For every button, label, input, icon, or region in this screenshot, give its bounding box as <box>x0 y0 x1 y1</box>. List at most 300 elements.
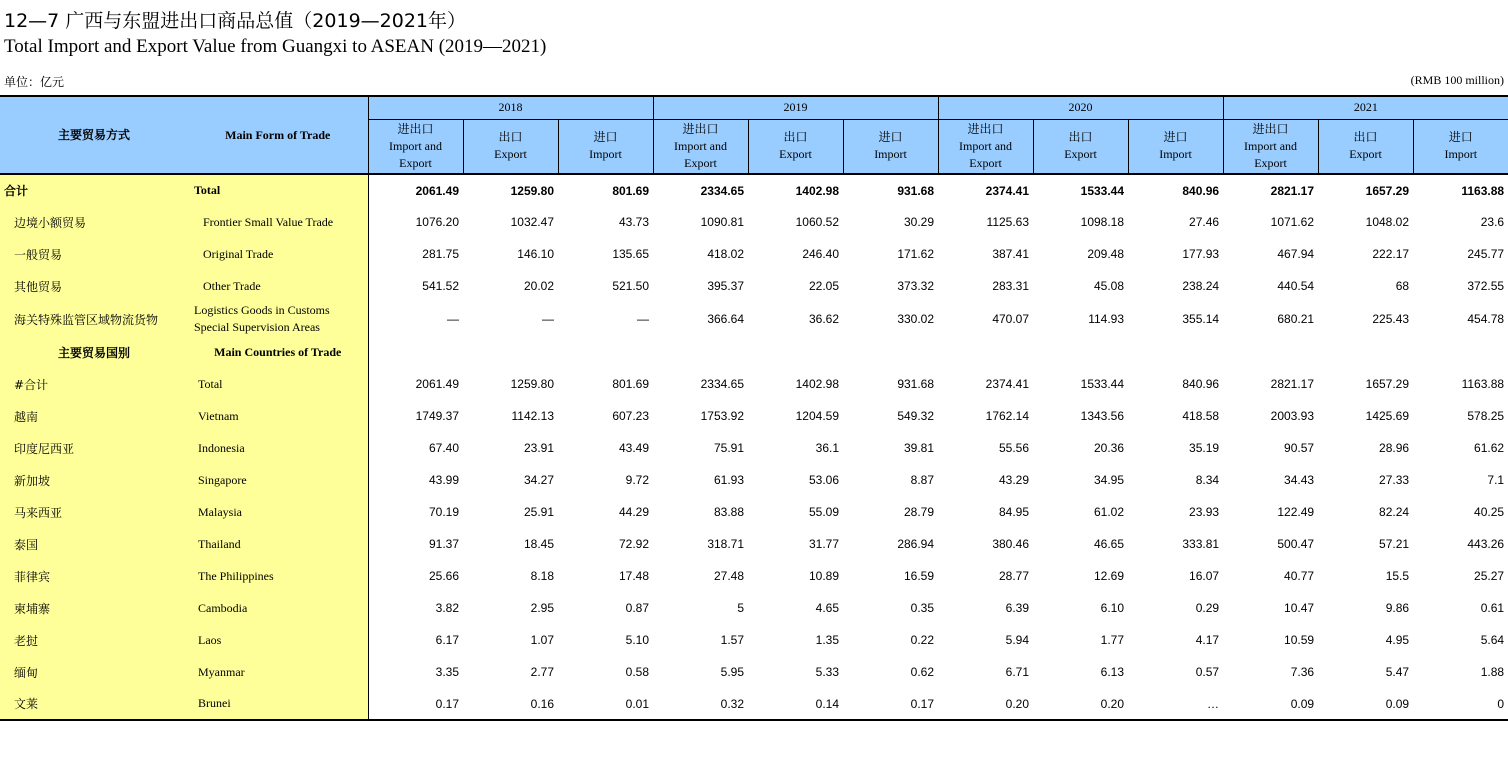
value-cell: 1142.13 <box>511 409 554 423</box>
value-cell: 8.34 <box>1195 473 1220 487</box>
value-cell: 70.19 <box>428 505 459 519</box>
subheader-import-and-export-2021 <box>1223 119 1318 174</box>
value-cell: 1.88 <box>1480 665 1505 679</box>
value-cell: 122.49 <box>1277 505 1315 519</box>
table-row <box>0 656 1508 688</box>
value-cell: — <box>542 312 554 326</box>
value-cell: 1425.69 <box>1365 409 1410 423</box>
value-cell: 373.32 <box>897 279 935 293</box>
value-cell: 90.57 <box>1284 441 1315 455</box>
table-row <box>0 624 1508 656</box>
value-cell: 91.37 <box>428 537 459 551</box>
value-cell: 5 <box>737 601 745 615</box>
row-label-en: Brunei <box>188 688 368 720</box>
trade-table <box>0 95 1508 721</box>
value-cell: 12.69 <box>1094 569 1125 583</box>
value-cell: 1125.63 <box>986 215 1030 229</box>
value-cell: 83.88 <box>713 505 745 519</box>
table-row <box>0 302 1508 336</box>
value-cell: 57.21 <box>1379 537 1410 551</box>
value-cell: 1749.37 <box>415 409 459 423</box>
subheader-label-cn: 出口 <box>1353 130 1378 145</box>
value-cell: 500.47 <box>1277 537 1315 551</box>
value-cell: 6.71 <box>1005 665 1030 679</box>
value-cell: 7.36 <box>1290 665 1315 679</box>
value-cell: 1533.44 <box>1080 377 1125 391</box>
value-cell: 440.54 <box>1277 279 1315 293</box>
value-cell: 521.50 <box>612 279 650 293</box>
row-label-cn: 菲律宾 <box>0 560 188 592</box>
subheader-label-cn: 出口 <box>783 130 808 145</box>
value-cell: 1657.29 <box>1365 183 1410 198</box>
value-cell: 2374.41 <box>985 183 1030 198</box>
value-cell: 25.66 <box>428 569 459 583</box>
value-cell: 0.09 <box>1318 688 1413 720</box>
value-cell: 82.24 <box>1379 505 1410 519</box>
subheader-label-en: Import and Export <box>959 138 1013 170</box>
row-label-cn: 印度尼西亚 <box>0 432 188 464</box>
subheader-label-en: Import <box>1159 147 1192 162</box>
page-title-cn: 12—7 广西与东盟进出口商品总值（2019—2021年） <box>4 10 467 32</box>
value-cell <box>558 336 653 368</box>
value-cell: 5.47 <box>1385 665 1410 679</box>
row-label-en: Original Trade <box>188 238 368 270</box>
value-cell <box>1128 336 1223 368</box>
value-cell: 40.25 <box>1474 505 1505 519</box>
row-label-cn: 边境小额贸易 <box>0 206 188 238</box>
subheader-import-2018 <box>558 119 653 174</box>
value-cell: 0.29 <box>1195 601 1220 615</box>
value-cell: 44.29 <box>618 505 650 519</box>
row-label-en: Other Trade <box>188 270 368 302</box>
table-row <box>0 368 1508 400</box>
value-cell: 372.55 <box>1467 279 1505 293</box>
value-cell: 2334.65 <box>700 377 745 391</box>
value-cell <box>1413 336 1508 368</box>
value-cell: 28.96 <box>1379 441 1410 455</box>
value-cell: 0.62 <box>910 665 935 679</box>
row-label-cn: #合计 <box>0 368 188 400</box>
value-cell: 1048.02 <box>1365 215 1410 229</box>
value-cell: 23.91 <box>523 441 554 455</box>
table-header <box>0 96 1508 174</box>
table-row <box>0 206 1508 238</box>
value-cell: 39.81 <box>904 441 935 455</box>
row-label-cn: 其他贸易 <box>0 270 188 302</box>
value-cell: 1402.98 <box>795 377 840 391</box>
value-cell: 30.29 <box>904 215 935 229</box>
value-cell: 17.48 <box>618 569 650 583</box>
value-cell: 0.20 <box>938 688 1033 720</box>
value-cell: 34.27 <box>523 473 554 487</box>
value-cell: 607.23 <box>612 409 650 423</box>
value-cell: 1762.14 <box>985 409 1030 423</box>
subheader-label-en: Import and Export <box>674 138 728 170</box>
value-cell: 53.06 <box>808 473 840 487</box>
value-cell: 0.01 <box>558 688 653 720</box>
row-label-en: Total <box>188 174 368 206</box>
value-cell: 23.6 <box>1480 215 1505 229</box>
row-label-en: Main Countries of Trade <box>188 336 368 368</box>
subheader-label-cn: 进出口 <box>397 121 434 136</box>
value-cell: 55.09 <box>808 505 840 519</box>
value-cell: 68 <box>1395 279 1410 293</box>
value-cell: 1071.62 <box>1270 215 1315 229</box>
value-cell: 28.77 <box>999 569 1030 583</box>
subheader-import-and-export-2020 <box>938 119 1033 174</box>
value-cell: 1259.80 <box>510 377 554 391</box>
header-trade-form-cn: 主要贸易方式 <box>0 96 188 174</box>
value-cell: 1402.98 <box>795 183 840 198</box>
value-cell: 10.47 <box>1284 601 1315 615</box>
value-cell: 8.87 <box>910 473 935 487</box>
subheader-label-cn: 出口 <box>498 130 523 145</box>
header-year-2021: 2021 <box>1223 96 1508 119</box>
value-cell: 222.17 <box>1372 247 1410 261</box>
value-cell: 801.69 <box>612 377 650 391</box>
value-cell: 177.93 <box>1182 247 1220 261</box>
row-label-cn: 越南 <box>0 400 188 432</box>
header-year-2020: 2020 <box>938 96 1223 119</box>
value-cell: 286.94 <box>897 537 935 551</box>
subheader-label-en: Import and Export <box>389 138 442 170</box>
value-cell: 34.95 <box>1094 473 1125 487</box>
subheader-label-en: Export <box>494 147 527 162</box>
value-cell: 1032.47 <box>510 215 554 229</box>
value-cell: 238.24 <box>1182 279 1220 293</box>
row-label-en: Thailand <box>188 528 368 560</box>
value-cell: 43.29 <box>999 473 1030 487</box>
table-row <box>0 238 1508 270</box>
value-cell: 0.22 <box>910 633 935 647</box>
value-cell: 40.77 <box>1284 569 1315 583</box>
value-cell: 61.93 <box>713 473 745 487</box>
subheader-label-en: Export <box>1349 147 1382 162</box>
value-cell: 1076.20 <box>415 215 459 229</box>
value-cell: 395.37 <box>707 279 745 293</box>
value-cell: 61.02 <box>1094 505 1125 519</box>
value-cell: 20.36 <box>1094 441 1125 455</box>
value-cell: 28.79 <box>904 505 935 519</box>
value-cell: 1090.81 <box>700 215 745 229</box>
subheader-label-cn: 进出口 <box>967 121 1004 136</box>
header-year-2019: 2019 <box>653 96 938 119</box>
row-label-en: Singapore <box>188 464 368 496</box>
subheader-label-en: Import <box>1444 147 1478 162</box>
value-cell: 72.92 <box>618 537 650 551</box>
value-cell: 333.81 <box>1182 537 1220 551</box>
table-row <box>0 464 1508 496</box>
value-cell: 10.59 <box>1284 633 1315 647</box>
value-cell: 36.1 <box>815 441 840 455</box>
value-cell: 330.02 <box>897 312 935 326</box>
row-label-en: Malaysia <box>188 496 368 528</box>
value-cell: 4.65 <box>815 601 840 615</box>
value-cell: 2334.65 <box>700 183 745 198</box>
value-cell <box>843 336 938 368</box>
row-label-en <box>188 302 368 336</box>
value-cell: 2821.17 <box>1270 377 1315 391</box>
value-cell: 0.87 <box>625 601 650 615</box>
subheader-export-2019 <box>748 119 843 174</box>
row-label-en: Cambodia <box>188 592 368 624</box>
value-cell: 1.77 <box>1100 633 1125 647</box>
value-cell: 2.77 <box>530 665 554 679</box>
row-label-en-text: Logistics Goods in Customs Special Supervision Areas <box>194 303 330 334</box>
value-cell: 245.77 <box>1467 247 1505 261</box>
subheader-label-en: Import and Export <box>1244 138 1298 170</box>
value-cell: 22.05 <box>808 279 840 293</box>
value-cell: 3.82 <box>435 601 459 615</box>
value-cell: 931.68 <box>897 377 935 391</box>
value-cell <box>938 336 1033 368</box>
value-cell: 35.19 <box>1189 441 1220 455</box>
subheader-export-2018 <box>463 119 558 174</box>
subheader-export-2020 <box>1033 119 1128 174</box>
subheader-label-cn: 进口 <box>878 130 903 145</box>
value-cell: 146.10 <box>517 247 554 261</box>
value-cell <box>368 336 463 368</box>
value-cell: 6.17 <box>435 633 459 647</box>
value-cell: 541.52 <box>422 279 459 293</box>
value-cell: 1.07 <box>530 633 554 647</box>
value-cell: — <box>637 312 650 326</box>
value-cell: 25.91 <box>523 505 554 519</box>
row-label-cn: 柬埔寨 <box>0 592 188 624</box>
value-cell: 45.08 <box>1094 279 1125 293</box>
row-label-en: Myanmar <box>188 656 368 688</box>
value-cell: 1163.88 <box>1461 377 1505 391</box>
subheader-import-2021 <box>1413 119 1508 174</box>
table-row <box>0 270 1508 302</box>
header-trade-form-en: Main Form of Trade <box>188 96 368 174</box>
value-cell: 578.25 <box>1467 409 1505 423</box>
table-row <box>0 174 1508 206</box>
value-cell: … <box>1128 688 1223 720</box>
value-cell: 3.35 <box>435 665 459 679</box>
value-cell <box>1223 336 1318 368</box>
value-cell: 225.43 <box>1372 312 1410 326</box>
value-cell: 18.45 <box>523 537 554 551</box>
value-cell: 61.62 <box>1474 441 1505 455</box>
subheader-label-cn: 进口 <box>1163 130 1188 145</box>
row-label-en: Frontier Small Value Trade <box>188 206 368 238</box>
value-cell: 209.48 <box>1087 247 1125 261</box>
value-cell: 0.17 <box>843 688 938 720</box>
value-cell <box>653 336 748 368</box>
value-cell: 0 <box>1413 688 1508 720</box>
value-cell: 75.91 <box>713 441 745 455</box>
value-cell: 1259.80 <box>510 183 554 198</box>
value-cell: 27.46 <box>1189 215 1220 229</box>
value-cell: 7.1 <box>1487 473 1505 487</box>
row-label-cn: 文莱 <box>0 688 188 720</box>
value-cell: 6.10 <box>1100 601 1125 615</box>
value-cell: 1163.88 <box>1461 183 1505 198</box>
value-cell: 43.73 <box>618 215 650 229</box>
value-cell: 5.64 <box>1480 633 1505 647</box>
page-title-en: Total Import and Export Value from Guangxi to ASEAN (2019—2021) <box>4 36 547 57</box>
subheader-label-cn: 进口 <box>1448 130 1473 145</box>
value-cell: 171.62 <box>897 247 935 261</box>
value-cell: 283.31 <box>992 279 1030 293</box>
value-cell: 2003.93 <box>1270 409 1315 423</box>
value-cell: 1343.56 <box>1080 409 1125 423</box>
value-cell: 454.78 <box>1467 312 1505 326</box>
value-cell: 380.46 <box>992 537 1030 551</box>
value-cell: 0.09 <box>1223 688 1318 720</box>
value-cell: 6.39 <box>1005 601 1030 615</box>
value-cell: 27.48 <box>713 569 745 583</box>
table-row <box>0 496 1508 528</box>
value-cell: 931.68 <box>897 183 935 198</box>
table-row <box>0 336 1508 368</box>
value-cell: 0.58 <box>625 665 650 679</box>
subheader-label-en: Import <box>589 147 622 162</box>
value-cell: 135.65 <box>612 247 650 261</box>
value-cell: 840.96 <box>1182 183 1220 198</box>
value-cell <box>1318 336 1413 368</box>
subheader-label-cn: 进出口 <box>1252 121 1289 136</box>
value-cell: 366.64 <box>707 312 745 326</box>
table-row <box>0 400 1508 432</box>
unit-label-cn: 单位：亿元 <box>4 75 65 89</box>
value-cell: 1.35 <box>815 633 840 647</box>
value-cell: 549.32 <box>897 409 935 423</box>
value-cell: 840.96 <box>1182 377 1220 391</box>
value-cell: 281.75 <box>422 247 459 261</box>
value-cell: 0.17 <box>368 688 463 720</box>
value-cell <box>463 336 558 368</box>
value-cell: 0.57 <box>1195 665 1220 679</box>
value-cell: 0.32 <box>653 688 748 720</box>
value-cell: 355.14 <box>1182 312 1220 326</box>
subheader-label-en: Import <box>874 147 907 162</box>
header-year-2018: 2018 <box>368 96 653 119</box>
value-cell: 4.17 <box>1195 633 1220 647</box>
subheader-import-and-export-2019 <box>653 119 748 174</box>
row-label-cn: 合计 <box>0 174 188 206</box>
value-cell: 5.94 <box>1005 633 1030 647</box>
table-body <box>0 174 1508 720</box>
value-cell: 418.58 <box>1182 409 1220 423</box>
value-cell: 2061.49 <box>415 377 459 391</box>
value-cell: 443.26 <box>1467 537 1505 551</box>
value-cell: 0.14 <box>748 688 843 720</box>
value-cell: 801.69 <box>612 183 650 198</box>
row-label-cn: 缅甸 <box>0 656 188 688</box>
row-label-cn: 新加坡 <box>0 464 188 496</box>
row-label-cn: 老挝 <box>0 624 188 656</box>
table-row <box>0 688 1508 720</box>
value-cell <box>748 336 843 368</box>
value-cell: 16.59 <box>904 569 935 583</box>
value-cell: 67.40 <box>428 441 459 455</box>
value-cell: 36.62 <box>808 312 840 326</box>
subheader-label-en: Export <box>1064 147 1097 162</box>
row-label-cn: 马来西亚 <box>0 496 188 528</box>
table-row <box>0 432 1508 464</box>
value-cell: 2374.41 <box>985 377 1030 391</box>
value-cell: 20.02 <box>523 279 554 293</box>
value-cell: 318.71 <box>707 537 745 551</box>
table-row <box>0 592 1508 624</box>
value-cell: 31.77 <box>808 537 840 551</box>
value-cell: 1060.52 <box>795 215 840 229</box>
value-cell: 1657.29 <box>1365 377 1410 391</box>
value-cell: 5.10 <box>625 633 650 647</box>
unit-label-en: (RMB 100 million) <box>1410 73 1504 87</box>
value-cell: 84.95 <box>999 505 1030 519</box>
value-cell: — <box>447 312 459 326</box>
row-label-cn: 主要贸易国别 <box>0 336 188 368</box>
value-cell: 470.07 <box>992 312 1030 326</box>
value-cell: 0.61 <box>1480 601 1505 615</box>
value-cell: 34.43 <box>1284 473 1315 487</box>
value-cell: 9.86 <box>1385 601 1410 615</box>
value-cell: 4.95 <box>1385 633 1410 647</box>
subheader-label-en: Export <box>779 147 812 162</box>
subheader-import-2020 <box>1128 119 1223 174</box>
subheader-label-cn: 进出口 <box>682 121 719 136</box>
value-cell: 5.95 <box>720 665 745 679</box>
value-cell: 387.41 <box>992 247 1030 261</box>
value-cell: 1753.92 <box>700 409 745 423</box>
value-cell: 246.40 <box>802 247 840 261</box>
value-cell: 2.95 <box>530 601 554 615</box>
value-cell: 1204.59 <box>795 409 840 423</box>
value-cell: 680.21 <box>1277 312 1315 326</box>
value-cell: 5.33 <box>815 665 840 679</box>
row-label-en: The Philippines <box>188 560 368 592</box>
row-label-en: Vietnam <box>188 400 368 432</box>
value-cell: 46.65 <box>1094 537 1125 551</box>
value-cell: 23.93 <box>1189 505 1220 519</box>
value-cell: 43.99 <box>428 473 459 487</box>
value-cell: 0.20 <box>1033 688 1128 720</box>
value-cell: 15.5 <box>1385 569 1410 583</box>
subheader-import-2019 <box>843 119 938 174</box>
subheader-import-and-export-2018 <box>368 119 463 174</box>
row-label-en: Total <box>188 368 368 400</box>
value-cell: 114.93 <box>1088 312 1125 326</box>
subheader-label-cn: 进口 <box>593 130 618 145</box>
value-cell: 10.89 <box>808 569 840 583</box>
value-cell: 8.18 <box>530 569 554 583</box>
value-cell: 6.13 <box>1100 665 1125 679</box>
value-cell <box>1033 336 1128 368</box>
value-cell: 55.56 <box>999 441 1030 455</box>
value-cell: 25.27 <box>1474 569 1505 583</box>
table-row <box>0 528 1508 560</box>
value-cell: 418.02 <box>707 247 745 261</box>
row-label-en: Indonesia <box>188 432 368 464</box>
value-cell: 43.49 <box>618 441 650 455</box>
value-cell: 16.07 <box>1189 569 1220 583</box>
value-cell: 9.72 <box>625 473 650 487</box>
row-label-cn: 海关特殊监管区域物流货物 <box>0 302 188 336</box>
value-cell: 467.94 <box>1277 247 1315 261</box>
subheader-label-cn: 出口 <box>1068 130 1093 145</box>
value-cell: 1533.44 <box>1080 183 1125 198</box>
value-cell: 27.33 <box>1379 473 1410 487</box>
value-cell: 2821.17 <box>1270 183 1315 198</box>
table-row <box>0 560 1508 592</box>
value-cell: 2061.49 <box>415 183 459 198</box>
row-label-cn: 一般贸易 <box>0 238 188 270</box>
value-cell: 1.57 <box>720 633 745 647</box>
subheader-export-2021 <box>1318 119 1413 174</box>
